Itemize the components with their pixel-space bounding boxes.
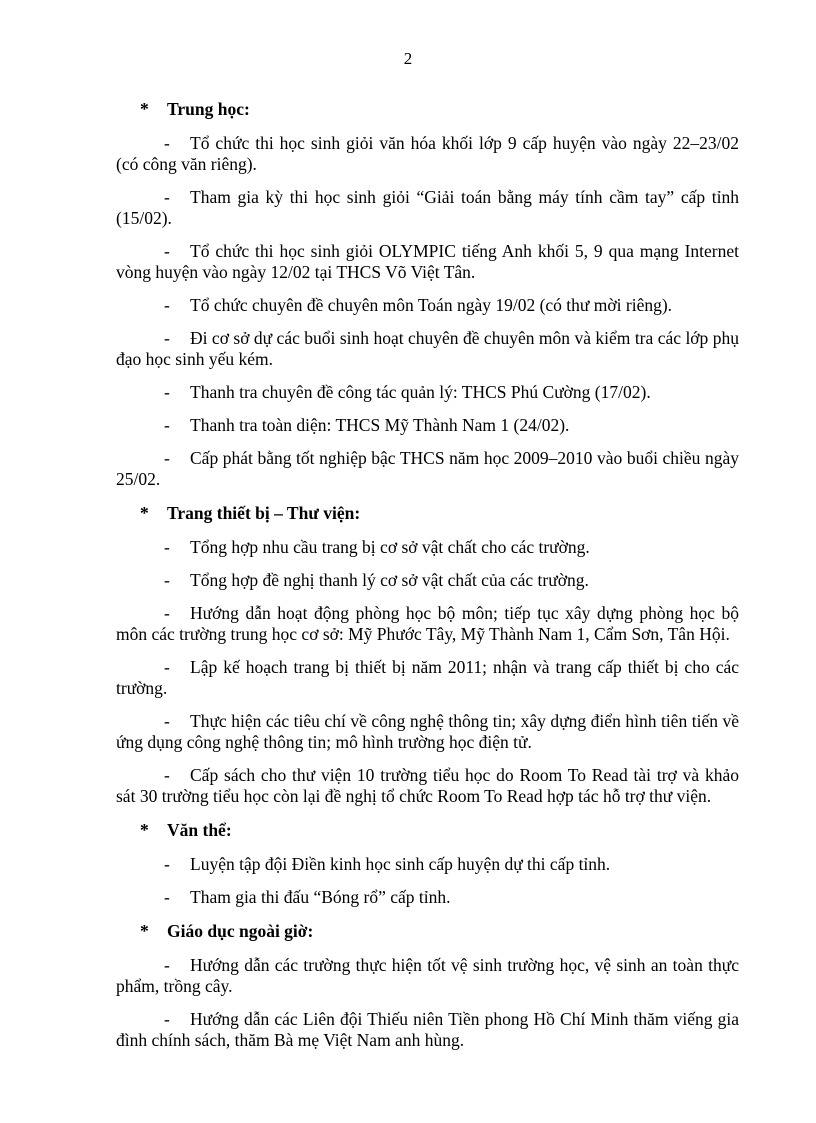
item-dash: -: [164, 765, 170, 785]
item-dash: -: [164, 711, 170, 731]
list-item: [116, 854, 739, 875]
item-dash: -: [164, 328, 170, 348]
section-title: Trang thiết bị – Thư viện:: [167, 503, 361, 523]
section: [116, 98, 739, 490]
item-text: Tổng hợp nhu cầu trang bị cơ sở vật chất cho các trường.: [190, 537, 590, 557]
item-text: Tổ chức thi học sinh giỏi OLYMPIC tiếng Anh khối 5, 9 qua mạng Internet vòng huyện vào ngày 12/02 tại THCS Võ Việt Tân.: [116, 241, 739, 282]
list-item: [116, 537, 739, 558]
heading-bullet: *: [140, 99, 149, 119]
item-text: Hướng dẫn hoạt động phòng học bộ môn; tiếp tục xây dựng phòng học bộ môn các trường trung học cơ sở: Mỹ Phước Tây, Mỹ Thành Nam 1, Cẩm Sơn, Tân Hội.: [116, 603, 739, 644]
list-item: [116, 328, 739, 370]
item-dash: -: [164, 1009, 170, 1029]
item-text: Tham gia kỳ thi học sinh giỏi “Giải toán bằng máy tính cầm tay” cấp tỉnh (15/02).: [116, 187, 739, 228]
list-item: [116, 295, 739, 316]
item-text: Thanh tra chuyên đề công tác quản lý: THCS Phú Cường (17/02).: [190, 382, 651, 402]
item-text: Tổ chức chuyên đề chuyên môn Toán ngày 19/02 (có thư mời riêng).: [190, 295, 673, 315]
item-text: Hướng dẫn các trường thực hiện tốt vệ sinh trường học, vệ sinh an toàn thực phẩm, trồng cây.: [116, 955, 739, 996]
item-dash: -: [164, 603, 170, 623]
item-dash: -: [164, 955, 170, 975]
section-title: Văn thể:: [167, 820, 232, 840]
item-dash: -: [164, 657, 170, 677]
list-item: [116, 657, 739, 699]
item-dash: -: [164, 854, 170, 874]
section: [116, 502, 739, 807]
item-dash: -: [164, 887, 170, 907]
section: [116, 920, 739, 1051]
item-text: Tham gia thi đấu “Bóng rổ” cấp tỉnh.: [190, 887, 451, 907]
item-dash: -: [164, 382, 170, 402]
list-item: [116, 187, 739, 229]
item-dash: -: [164, 448, 170, 468]
item-dash: -: [164, 415, 170, 435]
item-text: Đi cơ sở dự các buổi sinh hoạt chuyên đề chuyên môn và kiểm tra các lớp phụ đạo học sinh yếu kém.: [116, 328, 739, 369]
section: [116, 819, 739, 908]
list-item: [116, 765, 739, 807]
item-text: Tổng hợp đề nghị thanh lý cơ sở vật chất của các trường.: [190, 570, 589, 590]
item-dash: -: [164, 241, 170, 261]
item-text: Tổ chức thi học sinh giỏi văn hóa khối lớp 9 cấp huyện vào ngày 22–23/02 (có công văn riêng).: [116, 133, 739, 174]
item-text: Cấp phát bằng tốt nghiệp bậc THCS năm học 2009–2010 vào buổi chiều ngày 25/02.: [116, 448, 739, 489]
item-text: Thanh tra toàn diện: THCS Mỹ Thành Nam 1 (24/02).: [190, 415, 570, 435]
list-item: [116, 133, 739, 175]
section-heading: [116, 502, 739, 524]
section-heading: [116, 920, 739, 942]
list-item: [116, 603, 739, 645]
item-text: Hướng dẫn các Liên đội Thiếu niên Tiền phong Hồ Chí Minh thăm viếng gia đình chính sách, thăm Bà mẹ Việt Nam anh hùng.: [116, 1009, 739, 1050]
item-dash: -: [164, 570, 170, 590]
heading-bullet: *: [140, 820, 149, 840]
list-item: [116, 711, 739, 753]
item-dash: -: [164, 537, 170, 557]
list-item: [116, 1009, 739, 1051]
section-heading: [116, 98, 739, 120]
list-item: [116, 241, 739, 283]
item-text: Thực hiện các tiêu chí về công nghệ thông tin; xây dựng điển hình tiên tiến về ứng dụng công nghệ thông tin; mô hình trường học điện tử.: [116, 711, 739, 752]
item-dash: -: [164, 295, 170, 315]
document-body: [116, 98, 739, 1063]
list-item: [116, 448, 739, 490]
list-item: [116, 955, 739, 997]
list-item: [116, 382, 739, 403]
section-heading: [116, 819, 739, 841]
page-number: 2: [403, 49, 413, 68]
list-item: [116, 415, 739, 436]
heading-bullet: *: [140, 921, 149, 941]
item-dash: -: [164, 187, 170, 207]
list-item: [116, 570, 739, 591]
item-dash: -: [164, 133, 170, 153]
item-text: Cấp sách cho thư viện 10 trường tiểu học do Room To Read tài trợ và khảo sát 30 trường tiểu học còn lại đề nghị tổ chức Room To Read hợp tác hỗ trợ thư viện.: [116, 765, 739, 806]
item-text: Lập kế hoạch trang bị thiết bị năm 2011; nhận và trang cấp thiết bị cho các trường.: [116, 657, 739, 698]
item-text: Luyện tập đội Điền kinh học sinh cấp huyện dự thi cấp tỉnh.: [190, 854, 611, 874]
section-title: Giáo dục ngoài giờ:: [167, 921, 314, 941]
heading-bullet: *: [140, 503, 149, 523]
list-item: [116, 887, 739, 908]
section-title: Trung học:: [167, 99, 250, 119]
